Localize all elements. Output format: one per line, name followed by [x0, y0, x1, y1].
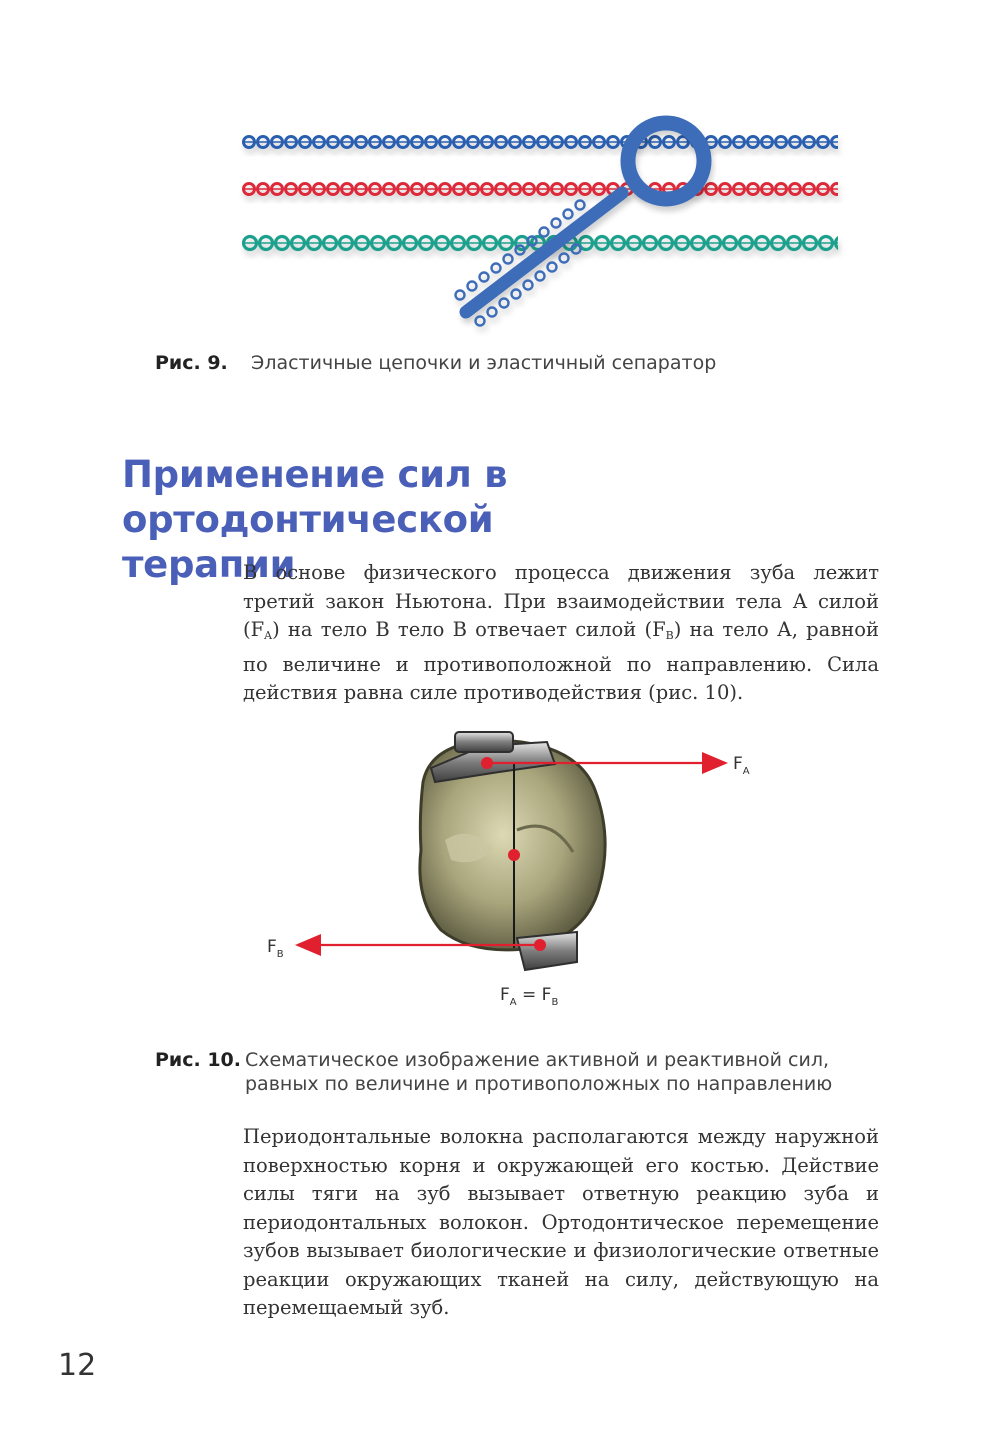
figure9-caption-text: Эластичные цепочки и эластичный сепаратор [251, 352, 717, 374]
force-a-label: $F_A$ [733, 754, 750, 777]
red-chain [242, 181, 838, 197]
figure9-caption [155, 351, 716, 375]
figure10-caption-line-2: равных по величине и противоположных по направлению [245, 1073, 833, 1095]
figure10-caption [155, 1048, 832, 1096]
paragraph-newton-law [243, 559, 879, 708]
figure10-label: Рис. 10. [155, 1049, 241, 1071]
figure9-label: Рис. 9. [155, 352, 228, 374]
paragraph1-sub-b: B [665, 629, 674, 642]
heading-line-2: терапии [122, 543, 296, 586]
paragraph-periodontal: Периодонтальные волокна располагаются между наружной поверхностью корня и окружающей его костью. Действие силы тяги на зуб вызывает ответную реакцию зуба и периодонтальных волокон. Ортодонтическое перемещение зубов вызывает биологические и физиологические ответные реакции окружающих тканей на силу, действующую на перемещаемый зуб. [243, 1125, 879, 1319]
paragraph1-part1: В основе физического процесса движения зуба лежит третий закон Ньютона. При взаимодействии тела А силой (F [243, 561, 879, 641]
force-b-label: $F_B$ [267, 937, 284, 960]
paragraph1-part3: ) на тело А, равной по величине и противоположной по направлению. Сила действия равна силе противодействия (рис. 10). [243, 618, 879, 704]
figure10-caption-line-1: Схематическое изображение активной и реактивной сил, [245, 1049, 830, 1071]
center-point [508, 849, 520, 861]
blue-chain [242, 134, 838, 150]
elastic-chains-figure [230, 105, 850, 340]
figure10-caption-block [245, 1048, 832, 1096]
page-number: 12 [58, 1348, 97, 1383]
elastic-separator [456, 123, 705, 326]
force-equality-label: $F_A = F_B$ [500, 985, 559, 1008]
tooth-forces-figure [255, 720, 775, 1020]
paragraph1-part2: ) на тело В тело В отвечает силой (F [272, 618, 666, 641]
paragraph1-sub-a: A [264, 629, 273, 642]
heading-line-1: Применение сил в ортодонтической [122, 453, 508, 541]
